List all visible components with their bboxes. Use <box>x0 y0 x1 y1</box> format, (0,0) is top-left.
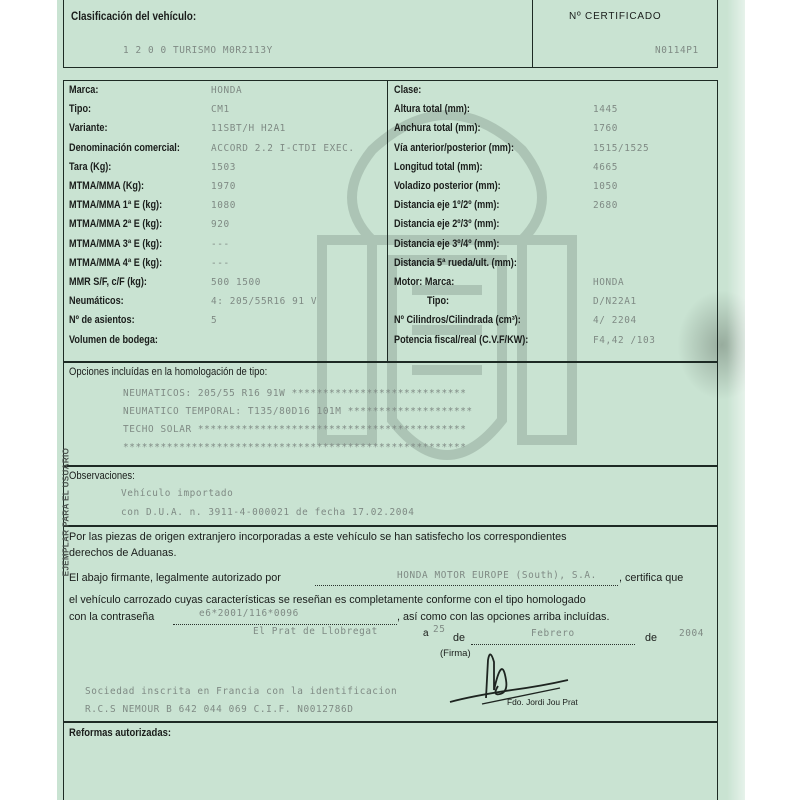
left-field-label: Marca: <box>69 84 99 96</box>
left-field-label: MTMA/MMA 4ª E (kg): <box>69 256 163 269</box>
right-field-value: 1760 <box>593 123 618 135</box>
observaciones-line-1: Vehículo importado <box>121 488 234 499</box>
left-field-value: 1503 <box>211 161 236 173</box>
firma-label: (Firma) <box>440 648 471 659</box>
opciones-line: TECHO SOLAR ******************************************* <box>123 424 467 435</box>
left-field-value: 920 <box>211 219 230 231</box>
left-field-value: CM1 <box>211 104 230 116</box>
left-field-value: 1970 <box>211 181 236 192</box>
day-value: 25 <box>433 624 446 635</box>
right-field-label: Distancia 5ª rueda/ult. (mm): <box>394 256 517 269</box>
left-field-label: Variante: <box>69 122 108 135</box>
certificado-label: Nº CERTIFICADO <box>569 11 662 22</box>
right-field-label: Potencia fiscal/real (C.V.F/KW): <box>394 333 529 346</box>
right-field-value: 1515/1525 <box>593 142 650 154</box>
left-field-label: Volumen de bodega: <box>69 333 158 346</box>
year-value: 2004 <box>679 628 704 639</box>
clasificacion-label: Clasificación del vehículo: <box>71 10 197 23</box>
certificado-value: N0114P1 <box>655 45 699 56</box>
reformas-label: Reformas autorizadas: <box>69 727 171 739</box>
cert-line-1: Por las piezas de origen extranjero incorporadas a este vehículo se han satisfecho los correspondientes <box>69 531 567 543</box>
right-field-label: Distancia eje 3º/4º (mm): <box>394 237 500 250</box>
opciones-label: Opciones incluídas en la homologación de tipo: <box>69 366 268 378</box>
left-field-label: Tara (Kg): <box>69 160 112 173</box>
signer-name: Fdo. Jordi Jou Prat <box>507 697 578 707</box>
right-field-value: D/N22A1 <box>593 296 637 308</box>
cert-line-3b: , certifica que <box>619 572 684 584</box>
left-field-value: HONDA <box>211 85 243 96</box>
left-field-label: MTMA/MMA 1ª E (kg): <box>69 199 163 212</box>
left-field-label: Denominación comercial: <box>69 141 180 154</box>
cert-line-4: el vehículo carrozado cuyas características se reseñan es completamente conforme con el tipo homologado <box>69 594 586 606</box>
right-field-label: Altura total (mm): <box>394 103 470 116</box>
right-field-label: Vía anterior/posterior (mm): <box>394 141 514 154</box>
right-field-label: Clase: <box>394 84 422 96</box>
cert-line-3a: El abajo firmante, legalmente autorizado por <box>69 572 281 584</box>
right-field-label: Anchura total (mm): <box>394 122 481 135</box>
cert-line-5a: con la contraseña <box>69 611 155 623</box>
a-label: a <box>423 628 429 639</box>
right-field-value: 1445 <box>593 104 618 116</box>
right-field-label: Tipo: <box>427 295 450 308</box>
clasificacion-value: 1 2 0 0 TURISMO M0R2113Y <box>123 45 273 56</box>
left-field-label: Neumáticos: <box>69 295 124 308</box>
cert-line-5b: , así como con las opciones arriba incluídas. <box>397 611 610 623</box>
opciones-line: NEUMATICO TEMPORAL: T135/80D16 101M ******************** <box>123 406 473 417</box>
opciones-line: NEUMATICOS: 205/55 R16 91W **************************** <box>123 388 467 399</box>
left-field-label: MTMA/MMA (Kg): <box>69 180 145 192</box>
right-field-label: Motor: Marca: <box>394 276 455 288</box>
authorized-company: HONDA MOTOR EUROPE (South), S.A. <box>397 570 597 581</box>
left-field-value: 4: 205/55R16 91 V <box>211 296 318 308</box>
side-margin-text: EJEMPLAR PARA EL USUARIO <box>61 447 71 577</box>
month-value: Febrero <box>531 628 575 639</box>
right-field-value: 2680 <box>593 200 618 212</box>
right-field-value: HONDA <box>593 277 625 288</box>
company-line-2: R.C.S NEMOUR B 642 044 069 C.I.F. N0012786D <box>85 704 354 715</box>
place-value: El Prat de Llobregat <box>253 626 378 637</box>
left-field-value: 11SBT/H H2A1 <box>211 123 286 135</box>
left-field-value: 1080 <box>211 200 236 212</box>
certificate-document <box>57 0 745 800</box>
left-field-label: Tipo: <box>69 103 92 116</box>
de-label-1: de <box>453 632 466 644</box>
right-field-label: Nº Cilindros/Cilindrada (cm³): <box>394 314 521 327</box>
right-field-value: 1050 <box>593 181 618 192</box>
opciones-line: ******************************************************* <box>123 442 467 453</box>
left-field-label: MTMA/MMA 3ª E (kg): <box>69 237 163 250</box>
cert-line-2: derechos de Aduanas. <box>69 547 177 559</box>
right-field-label: Distancia eje 2º/3º (mm): <box>394 218 500 231</box>
de-label-2: de <box>645 632 658 644</box>
left-field-value: --- <box>211 238 230 250</box>
observaciones-line-2: con D.U.A. n. 3911-4-000021 de fecha 17.02.2004 <box>121 507 415 518</box>
right-field-value: F4,42 /103 <box>593 334 656 346</box>
left-field-label: Nº de asientos: <box>69 314 135 327</box>
right-field-value: 4665 <box>593 161 618 173</box>
company-line-1: Sociedad inscrita en Francia con la identificacion <box>85 686 398 697</box>
left-field-value: 500 1500 <box>211 277 261 288</box>
right-field-label: Voladizo posterior (mm): <box>394 180 501 192</box>
right-field-label: Longitud total (mm): <box>394 160 483 173</box>
left-field-value: --- <box>211 257 230 269</box>
contrasena-value: e6*2001/116*0096 <box>199 608 299 619</box>
right-field-label: Distancia eje 1º/2º (mm): <box>394 199 500 212</box>
observaciones-label: Observaciones: <box>69 470 135 482</box>
right-field-value: 4/ 2204 <box>593 315 637 327</box>
left-field-value: ACCORD 2.2 I-CTDI EXEC. <box>211 142 355 154</box>
left-field-label: MMR S/F, c/F (kg): <box>69 276 147 288</box>
left-field-value: 5 <box>211 315 218 327</box>
left-field-label: MTMA/MMA 2ª E (kg): <box>69 218 163 231</box>
